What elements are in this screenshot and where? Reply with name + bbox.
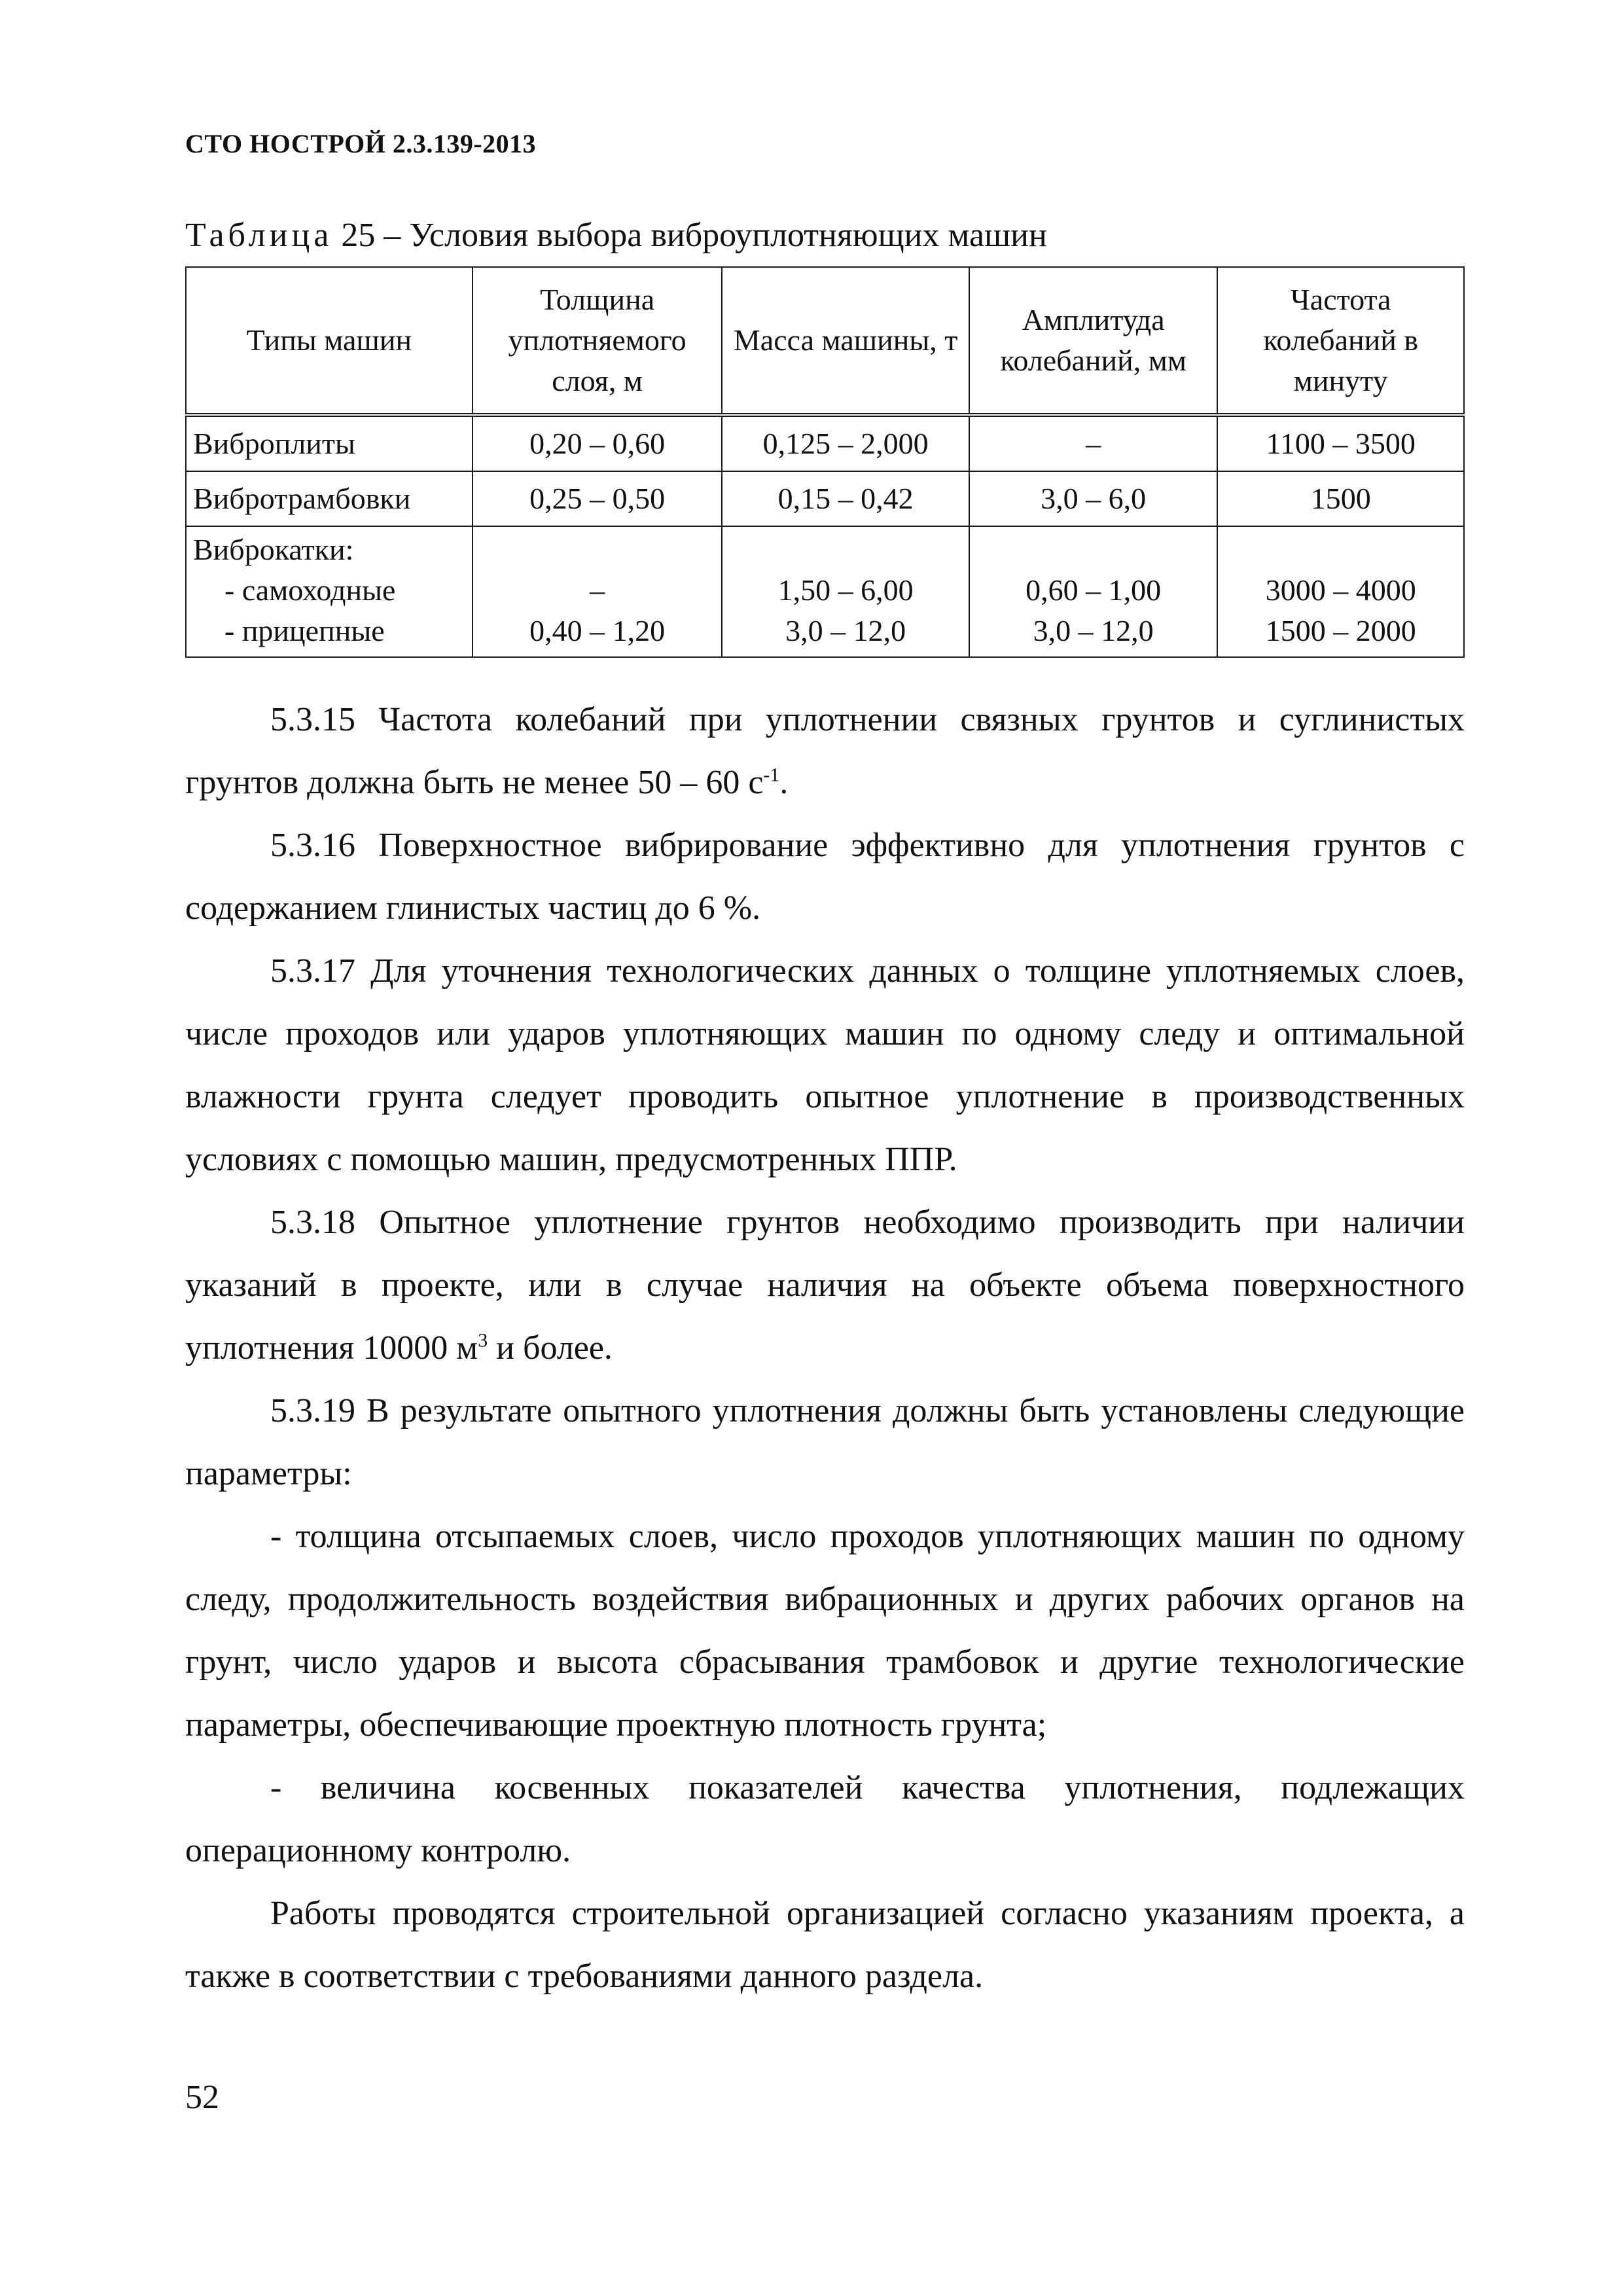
cell-mass: 0,125 – 2,000 xyxy=(722,415,969,471)
cell-value: 1500 – 2000 xyxy=(1265,614,1416,648)
cell-value: 0,60 – 1,00 xyxy=(1026,573,1162,607)
cell-machine-type: Виброплиты xyxy=(186,415,473,471)
cell-machine-type-group xyxy=(186,526,473,657)
cell-thickness: 0,25 – 0,50 xyxy=(473,471,722,526)
table-caption xyxy=(185,216,1047,255)
subtype-name: - самоходные xyxy=(224,573,396,607)
column-header-machine-type: Типы машин xyxy=(186,267,473,415)
compaction-machines-table xyxy=(185,266,1465,658)
cell-value: 3,0 – 12,0 xyxy=(1033,614,1154,648)
table-row-group xyxy=(186,526,1464,657)
table-row xyxy=(186,471,1464,526)
paragraph-text: 5.3.18 Опытное уплотнение грунтов необходимо производить при наличии указаний в проекте, или в случае наличия на объекте объема поверхностного уплотнения 10000 м xyxy=(185,1204,1465,1367)
cell-amplitude-group xyxy=(969,526,1218,657)
list-item: - толщина отсыпаемых слоев, число проходов уплотняющих машин по одному следу, продолжительность воздействия вибрационных и других рабочих органов на грунт, число ударов и высота сбрасывания трамбовок и другие технологические параметры, обеспечивающие проектную плотность грунта; xyxy=(185,1518,1465,1744)
table-header-row xyxy=(186,267,1464,415)
cell-amplitude: 3,0 – 6,0 xyxy=(969,471,1218,526)
table-caption-text: 25 – Условия выбора виброуплотняющих машин xyxy=(341,217,1047,254)
paragraph-text-end: и более. xyxy=(488,1329,613,1367)
page-number: 52 xyxy=(185,2079,219,2116)
paragraph-5-3-18 xyxy=(185,1191,1465,1380)
cell-value: 3,0 – 12,0 xyxy=(785,614,906,648)
paragraph-5-3-19: 5.3.19 В результате опытного уплотнения должны быть установлены следующие параметры: xyxy=(185,1392,1465,1492)
cell-value: 1,50 – 6,00 xyxy=(777,573,914,607)
cell-machine-type: Вибротрамбовки xyxy=(186,471,473,526)
paragraph-5-3-15 xyxy=(185,689,1465,814)
cell-mass: 0,15 – 0,42 xyxy=(722,471,969,526)
cell-value: 3000 – 4000 xyxy=(1265,573,1416,607)
paragraph-5-3-16: 5.3.16 Поверхностное вибрирование эффективно для уплотнения грунтов с содержанием глинистых частиц до 6 %. xyxy=(185,827,1465,927)
column-header-layer-thickness: Толщина уплотняемого слоя, м xyxy=(473,267,722,415)
cell-value: 0,40 – 1,20 xyxy=(529,614,666,648)
superscript: -1 xyxy=(763,764,780,786)
cell-frequency-group xyxy=(1217,526,1464,657)
cell-thickness-group xyxy=(473,526,722,657)
column-header-frequency: Частота колебаний в минуту xyxy=(1217,267,1464,415)
cell-amplitude: – xyxy=(969,415,1218,471)
column-header-amplitude: Амплитуда колебаний, мм xyxy=(969,267,1218,415)
group-name: Виброкатки: xyxy=(193,533,354,566)
document-header: СТО НОСТРОЙ 2.3.139-2013 xyxy=(185,129,537,158)
paragraph-text-end: . xyxy=(779,764,789,801)
cell-mass-group xyxy=(722,526,969,657)
superscript: 3 xyxy=(478,1329,488,1352)
document-body xyxy=(185,689,1465,2008)
cell-value: – xyxy=(590,573,605,607)
cell-frequency: 1100 – 3500 xyxy=(1217,415,1464,471)
cell-thickness: 0,20 – 0,60 xyxy=(473,415,722,471)
paragraph-closing: Работы проводятся строительной организацией согласно указаниям проекта, а также в соответствии с требованиями данного раздела. xyxy=(185,1895,1465,1995)
table-caption-label: Таблица xyxy=(185,217,333,254)
paragraph-5-3-17: 5.3.17 Для уточнения технологических данных о толщине уплотняемых слоев, числе проходов или ударов уплотняющих машин по одному следу и оптимальной влажности грунта следует проводить опытное уплотнение в производственных условиях с помощью машин, предусмотренных ППР. xyxy=(185,952,1465,1178)
table-row xyxy=(186,415,1464,471)
cell-frequency: 1500 xyxy=(1217,471,1464,526)
column-header-machine-mass: Масса машины, т xyxy=(722,267,969,415)
subtype-name: - прицепные xyxy=(224,614,385,648)
paragraph-text: 5.3.15 Частота колебаний при уплотнении связных грунтов и суглинистых грунтов должна быть не менее 50 – 60 с xyxy=(185,701,1465,801)
list-item: - величина косвенных показателей качества уплотнения, подлежащих операционному контролю. xyxy=(185,1769,1465,1869)
